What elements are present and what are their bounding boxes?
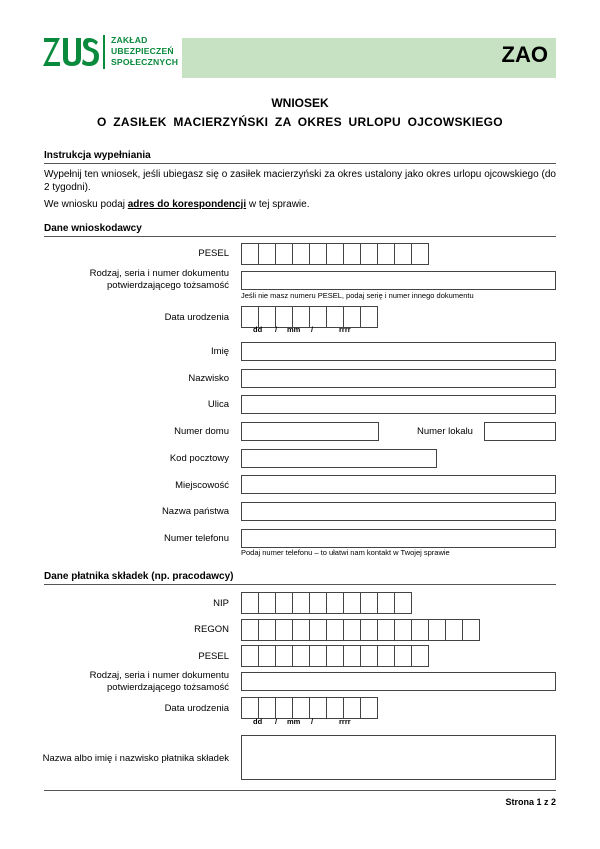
applicant-postal-code-label: Kod pocztowy (169, 453, 229, 464)
applicant-document-label (90, 268, 229, 292)
applicant-birth-date-label: Data urodzenia (164, 312, 229, 323)
applicant-document-label-1: Rodzaj, seria i numer dokumentu (89, 268, 229, 279)
payer-regon-input[interactable] (241, 619, 479, 641)
payer-birth-date-label: Data urodzenia (164, 703, 229, 714)
applicant-country-input[interactable] (241, 502, 556, 521)
institution-name (111, 35, 178, 68)
applicant-street-input[interactable] (241, 395, 556, 414)
payer-name-input[interactable] (241, 735, 556, 780)
applicant-pesel-label: PESEL (198, 248, 229, 259)
applicant-city-label: Miejscowość (175, 480, 229, 491)
form-title: WNIOSEK (271, 96, 329, 110)
applicant-phone-hint: Podaj numer telefonu – to ułatwi nam kontakt w Twojej sprawie (241, 548, 450, 557)
applicant-apartment-number-label: Numer lokalu (417, 426, 473, 437)
payer-document-input[interactable] (241, 672, 556, 691)
payer-date-sep-1: / (275, 717, 278, 726)
note-text-after: w tej sprawie. (246, 199, 310, 210)
applicant-document-label-2: potwierdzającego tożsamość (107, 280, 229, 291)
applicant-pesel-input[interactable] (241, 243, 428, 265)
form-header (42, 32, 556, 78)
payer-regon-label: REGON (194, 624, 229, 635)
instructions-text: Wypełnij ten wniosek, jeśli ubiegasz się o zasiłek macierzyński za okres ustalony jako okres urlopu ojcowskiego (do 2 tygodni). (44, 169, 556, 193)
applicant-last-name-input[interactable] (241, 369, 556, 388)
header-band (182, 38, 556, 78)
date-rrrr: rrrr (339, 325, 351, 334)
note-text-bold: adres do korespondencji (127, 199, 247, 210)
applicant-postal-code-input[interactable] (241, 449, 437, 468)
payer-document-label (90, 670, 229, 694)
applicant-street-label: Ulica (207, 399, 229, 410)
applicant-phone-label: Numer telefonu (164, 533, 229, 544)
applicant-house-number-input[interactable] (241, 422, 379, 441)
applicant-heading: Dane wnioskodawcy (44, 223, 556, 237)
payer-nip-label: NIP (213, 598, 229, 609)
date-mm: mm (287, 325, 301, 334)
applicant-house-number-label: Numer domu (174, 426, 229, 437)
payer-document-label-2: potwierdzającego tożsamość (107, 682, 229, 693)
applicant-country-label: Nazwa państwa (161, 506, 229, 517)
applicant-first-name-input[interactable] (241, 342, 556, 361)
applicant-document-input[interactable] (241, 271, 556, 290)
applicant-phone-input[interactable] (241, 529, 556, 548)
payer-birth-date-input[interactable] (241, 697, 377, 719)
applicant-apartment-number-input[interactable] (484, 422, 556, 441)
footer-divider (44, 790, 556, 791)
zus-logo-icon (42, 34, 100, 70)
payer-document-label-1: Rodzaj, seria i numer dokumentu (89, 670, 229, 681)
note-text-before: We wniosku podaj (44, 199, 128, 210)
payer-heading: Dane płatnika składek (np. pracodawcy) (44, 571, 556, 585)
payer-date-rrrr: rrrr (339, 717, 351, 726)
payer-name-label: Nazwa albo imię i nazwisko płatnika składek (42, 753, 229, 764)
form-subtitle: O ZASIŁEK MACIERZYŃSKI ZA OKRES URLOPU OJCOWSKIEGO (97, 115, 503, 129)
form-code: ZAO (501, 42, 548, 67)
date-dd: dd (253, 325, 263, 334)
applicant-document-hint: Jeśli nie masz numeru PESEL, podaj serię i numer innego dokumentu (241, 291, 474, 300)
payer-nip-input[interactable] (241, 592, 411, 614)
payer-date-format-hint (253, 717, 351, 726)
date-sep-2: / (311, 325, 314, 334)
date-sep-1: / (275, 325, 278, 334)
payer-date-mm: mm (287, 717, 301, 726)
payer-date-dd: dd (253, 717, 263, 726)
applicant-first-name-label: Imię (211, 346, 229, 357)
institution-line-1: ZAKŁAD (111, 35, 148, 45)
logo-separator (103, 35, 105, 69)
instructions-address-note (44, 198, 556, 211)
applicant-city-input[interactable] (241, 475, 556, 494)
instructions-heading: Instrukcja wypełniania (44, 150, 556, 164)
page-number: Strona 1 z 2 (505, 797, 556, 807)
applicant-date-format-hint (253, 325, 351, 334)
payer-pesel-label: PESEL (198, 651, 229, 662)
institution-line-3: SPOŁECZNYCH (111, 57, 179, 67)
applicant-last-name-label: Nazwisko (188, 373, 229, 384)
payer-date-sep-2: / (311, 717, 314, 726)
payer-pesel-input[interactable] (241, 645, 428, 667)
institution-line-2: UBEZPIECZEŃ (111, 46, 174, 56)
